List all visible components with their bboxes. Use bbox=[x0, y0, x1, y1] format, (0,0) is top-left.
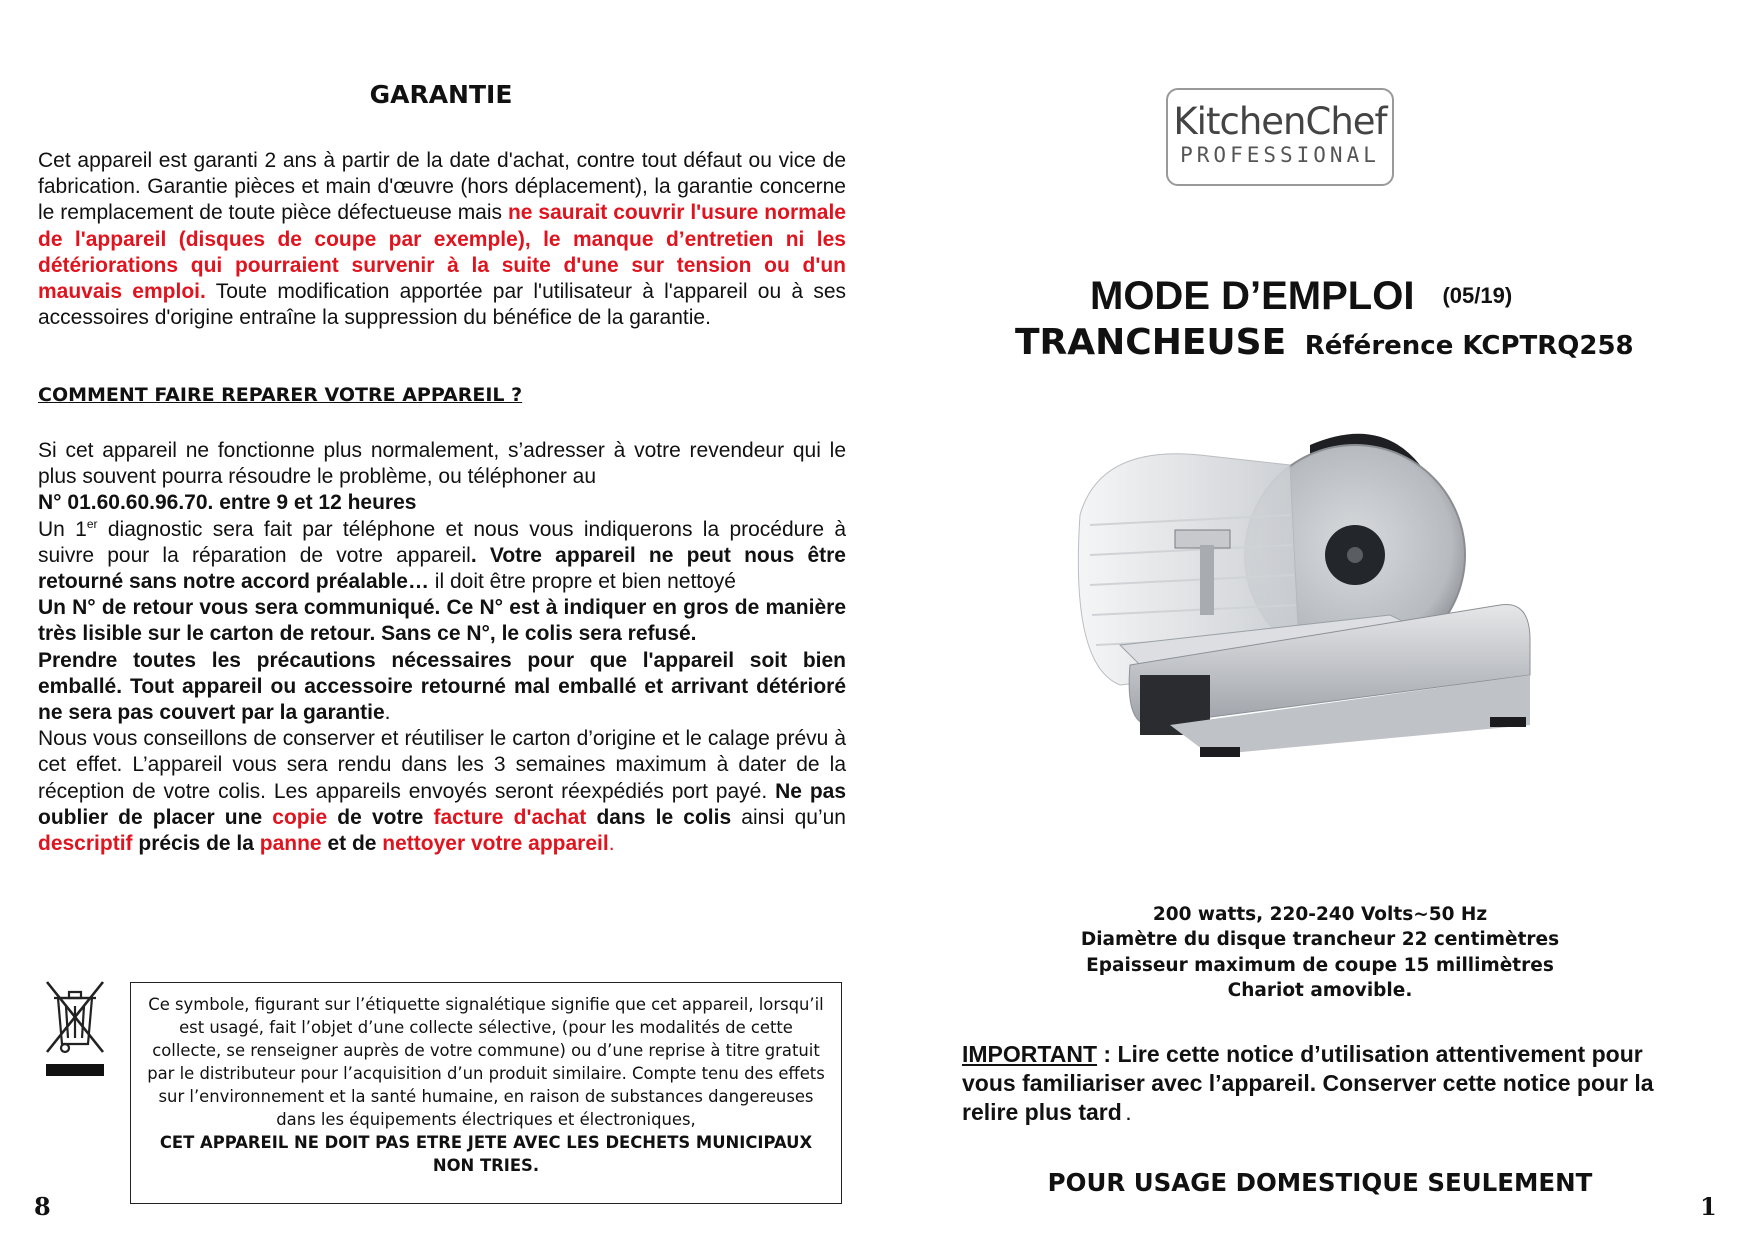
return-number-text: Un N° de retour vous sera communiqué. Ce N° est à indiquer en gros de manière très lisible sur le carton de retour. Sans ce N°, le colis sera refusé. bbox=[38, 596, 846, 646]
r9h: précis de la bbox=[132, 832, 260, 856]
repair-heading: COMMENT FAIRE REPARER VOTRE APPAREIL ? bbox=[38, 384, 523, 406]
logo-line-2: PROFESSIONAL bbox=[1180, 143, 1380, 167]
important-tail: . bbox=[1121, 1107, 1131, 1124]
weee-notice-caps: CET APPAREIL NE DOIT PAS ETRE JETE AVEC LES DECHETS MUNICIPAUX NON TRIES. bbox=[159, 1133, 813, 1175]
product-title bbox=[1015, 322, 1634, 363]
r9j: et de bbox=[321, 832, 383, 856]
spec-cut-thickness: Epaisseur maximum de coupe 15 millimètres bbox=[1086, 954, 1554, 976]
important-text: : Lire cette notice d’utilisation attentivement pour vous familiariser avec l’appareil. Conserver cette notice pour la relire plus tard bbox=[962, 1041, 1654, 1125]
r9k: nettoyer votre appareil bbox=[382, 832, 609, 856]
product-reference: Référence KCPTRQ258 bbox=[1304, 331, 1634, 361]
logo-line-1: KitchenChef bbox=[1173, 100, 1387, 143]
warranty-exclusions: ne saurait couvrir l'usure normale de l'appareil (disques de coupe par exemple), le manque d’entretien ni les détériorations qui pourraient survenir à la suite d'une sur tension ou d'un mauvais emploi. bbox=[38, 201, 846, 304]
mode-emploi: MODE D’EMPLOI bbox=[1090, 274, 1415, 318]
repair-paragraph bbox=[38, 438, 846, 857]
repair-text-3a: Un 1 bbox=[38, 517, 87, 541]
manual-title bbox=[1090, 274, 1512, 319]
repair-text-8: Nous vous conseillons de conserver et réutiliser le carton d’origine et le calage prévu à cet effet. L’appareil vous sera rendu dans les 3 semaines maximum à dater de la réception de votre colis. Les appareils envoyés seront réexpédiés port payé. bbox=[38, 727, 846, 803]
r9f: ainsi qu’un bbox=[731, 805, 846, 829]
packaging-end: . bbox=[384, 701, 391, 725]
repair-text-4: . Votre appareil ne peut nous être retourné sans notre accord préalable… bbox=[38, 543, 846, 594]
r9a: Ne pas oublier de placer une bbox=[38, 779, 847, 829]
r9b: copie bbox=[272, 805, 328, 829]
warranty-title: GARANTIE bbox=[369, 80, 513, 109]
packaging-text: Prendre toutes les précautions nécessaires pour que l'appareil soit bien emballé. Tout appareil ou accessoire retourné mal emballé et arrivant détérioré ne sera pas couvert par la garantie bbox=[38, 648, 846, 725]
weee-notice-text: Ce symbole, figurant sur l’étiquette signalétique signifie que cet appareil, lorsqu’il est usagé, fait l’objet d’une collecte sélective, (pour les modalités de cette collecte, se renseigner auprès de votre commune) ou d’une reprise à titre gratuit par le distributeur pour l’acquisition d’un produit similaire. Compte tenu des effets sur l’environnement et la santé humaine, en raison de substances dangereuses dans les équipements électriques et électroniques, bbox=[147, 995, 825, 1129]
crossed-bin-icon bbox=[44, 978, 106, 1078]
warranty-paragraph bbox=[38, 148, 846, 331]
page-number-right: 1 bbox=[1700, 1192, 1717, 1221]
spec-blade-diameter: Diamètre du disque trancheur 22 centimètres bbox=[1080, 929, 1560, 951]
spec-power: 200 watts, 220-240 Volts~50 Hz bbox=[1152, 904, 1488, 925]
repair-text-5: il doit être propre et bien nettoyé bbox=[428, 570, 736, 594]
domestic-use-only: POUR USAGE DOMESTIQUE SEULEMENT bbox=[1047, 1168, 1593, 1197]
phone-number: N° 01.60.60.96.70. entre 9 et 12 heures bbox=[38, 491, 417, 515]
important-label: IMPORTANT bbox=[962, 1041, 1098, 1067]
version-label: (05/19) bbox=[1442, 283, 1513, 308]
warranty-text-1: Cet appareil est garanti 2 ans à partir de la date d'achat, contre tout défaut ou vice de fabrication. Garantie pièces et main d'œuvre (hors déplacement), la garantie concerne le remplacement de toute pièce défectueuse mais bbox=[38, 149, 846, 225]
product-name: TRANCHEUSE bbox=[1015, 322, 1287, 363]
r9g: descriptif bbox=[38, 832, 133, 856]
important-notice bbox=[962, 1040, 1662, 1130]
repair-text-3b: diagnostic sera fait par téléphone et nous vous indiquerons la procédure à suivre pour la réparation de votre appareil bbox=[38, 517, 847, 567]
spec-carriage: Chariot amovible. bbox=[1227, 980, 1413, 1002]
page-number-left: 8 bbox=[34, 1192, 51, 1221]
r9e: dans le colis bbox=[586, 805, 732, 829]
r9i: panne bbox=[259, 832, 322, 856]
r9c: de votre bbox=[327, 805, 434, 829]
kitchenchef-logo bbox=[1166, 88, 1394, 186]
specifications bbox=[1010, 902, 1630, 1004]
r9d: facture d'achat bbox=[433, 805, 587, 829]
r9l: . bbox=[608, 832, 615, 856]
superscript-er: er bbox=[86, 516, 98, 531]
repair-text-1: Si cet appareil ne fonctionne plus normalement, s’adresser à votre revendeur qui le plus souvent pourra résoudre le problème, ou téléphoner au bbox=[38, 439, 846, 489]
meat-slicer-image bbox=[1060, 425, 1570, 860]
warranty-text-3: Toute modification apportée par l'utilisateur à l'appareil ou à ses accessoires d'origine entraîne la suppression du bénéfice de la garantie. bbox=[38, 280, 846, 330]
weee-notice-box bbox=[130, 982, 842, 1204]
